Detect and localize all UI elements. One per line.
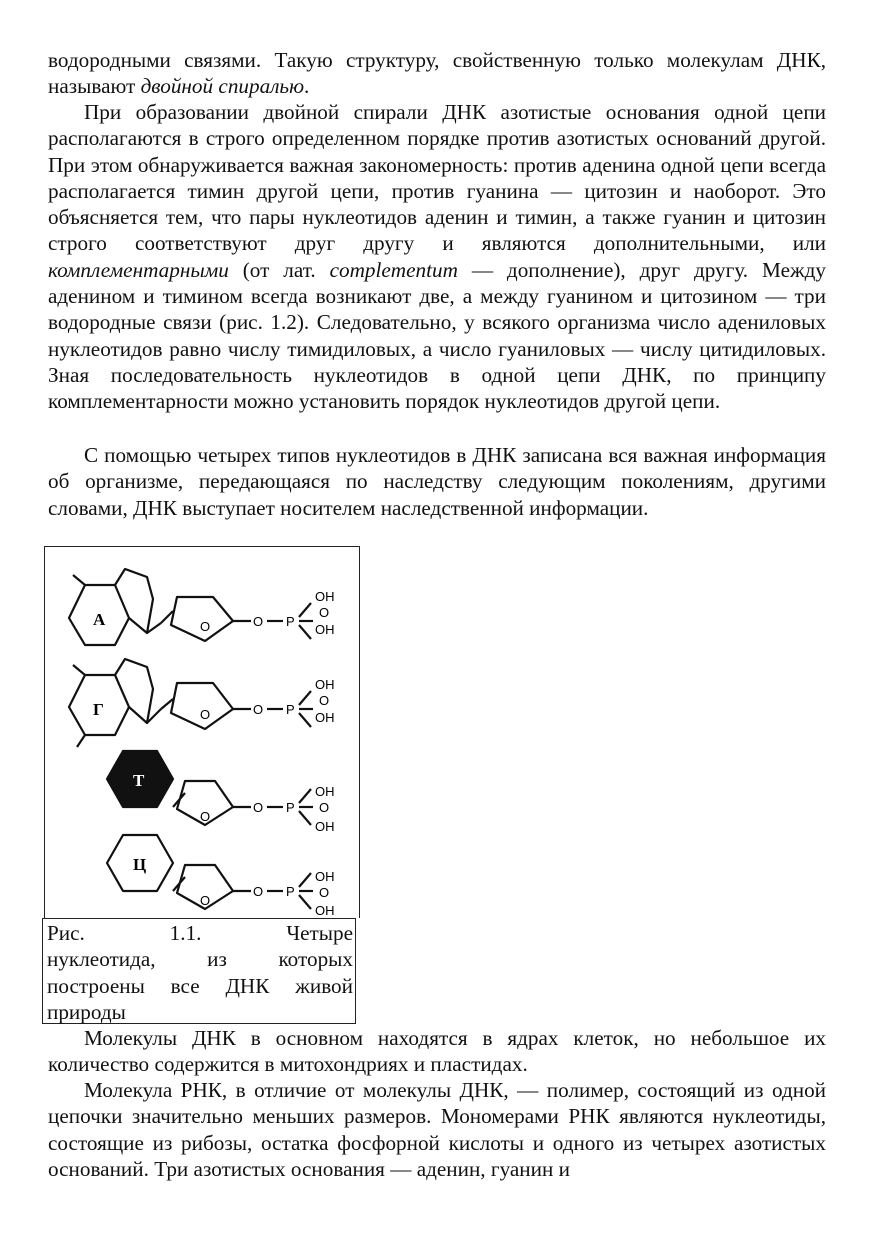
caption-line: природы: [47, 999, 126, 1024]
sugar-oxygen-3: O: [200, 809, 211, 824]
phosphorus-2: P: [286, 702, 295, 717]
figure-nucleotides: [44, 546, 360, 918]
phosphate-group-1: [315, 589, 335, 637]
paragraph-3: С помощью четырех типов нуклеотидов в ДНК записана вся важная информация об организме, передающаяся по наследству следующим поколениям, другими словами, ДНК выступает носителем наследственной информации.: [48, 443, 826, 520]
base-letter-c: Ц: [133, 855, 147, 874]
svg-text:OH: OH: [315, 869, 335, 884]
nucleotide-adenine: [69, 569, 313, 645]
paragraph-5: Молекула РНК, в отличие от молекулы ДНК, — полимер, состоящий из одной цепочки значительно меньших размеров. Мономерами РНК являются нуклеотиды, состоящие из рибозы, остатка фосфорной кислоты и одного из четырех азотистых оснований. Три азотистых основания — аденин, гуанин и: [48, 1078, 826, 1181]
phosphorus-3: P: [286, 800, 295, 815]
paragraph-1: водородными связями. Такую структуру, свойственную только молекулам ДНК, называют двойной спиралью.: [48, 48, 826, 99]
sugar-oxygen-4: O: [200, 893, 211, 908]
svg-text:OH: OH: [315, 784, 335, 799]
svg-text:O: O: [319, 800, 330, 815]
phosphate-group-3: [315, 784, 335, 834]
svg-text:O: O: [319, 885, 330, 900]
linker-oxygen-1: O: [253, 614, 264, 629]
paragraph-2: При образовании двойной спирали ДНК азотистые основания одной цепи располагаются в строго определенном порядке против азотистых оснований другой. При этом обнаруживается важная закономерность: против аденина одной цепи всегда располагается тимин другой цепи, против гуанина — цитозин и наоборот. Это объясняется тем, что пары нуклеотидов аденин и тимин, а также гуанин и цитозин строго соответствуют друг другу и являются дополнительными, или комплементарными (от лат. complementum — дополнение), друг другу. Между аденином и тимином всегда возникают две, а между гуанином и цитозином — три водородные связи (рис. 1.2). Следовательно, у всякого организма число адениловых нуклеотидов равно числу тимидиловых, а число гуаниловых — числу цитидиловых. Зная последовательность нуклеотидов в одной цепи ДНК, по принципу комплементарности можно установить порядок нуклеотидов другой цепи.: [48, 100, 826, 414]
caption-line: построены все ДНК живой: [47, 973, 353, 998]
sugar-oxygen-1: O: [200, 619, 211, 634]
caption-line: Рис. 1.1. Четыре: [47, 921, 353, 945]
svg-text:OH: OH: [315, 819, 335, 834]
paragraph-4: Молекулы ДНК в основном находятся в ядрах клеток, но небольшое их количество содержится в митохондриях и пластидах.: [48, 1026, 826, 1077]
base-letter-g: Г: [93, 700, 104, 719]
svg-text:O: O: [319, 605, 330, 620]
term-latin: complementum: [329, 257, 458, 282]
svg-text:OH: OH: [315, 589, 335, 604]
svg-text:OH: OH: [315, 903, 335, 918]
linker-oxygen-2: O: [253, 702, 264, 717]
svg-text:O: O: [319, 693, 330, 708]
linker-oxygen-4: O: [253, 884, 264, 899]
term-complementary: комплементарными: [48, 257, 229, 282]
phosphate-group-2: [315, 677, 335, 725]
nucleotide-guanine: [69, 659, 313, 747]
caption-line: нуклеотида, из которых: [47, 947, 353, 972]
svg-text:OH: OH: [315, 677, 335, 692]
svg-text:OH: OH: [315, 622, 335, 637]
phosphorus-4: P: [286, 884, 295, 899]
linker-oxygen-3: O: [253, 800, 264, 815]
phosphorus-1: P: [286, 614, 295, 629]
sugar-oxygen-2: O: [200, 707, 211, 722]
svg-text:OH: OH: [315, 710, 335, 725]
term-double-helix: двойной спиралью: [140, 74, 305, 99]
nucleotides-diagram: [45, 547, 361, 919]
phosphate-group-4: [315, 869, 335, 918]
base-letter-a: А: [93, 610, 106, 629]
base-letter-t: Т: [133, 771, 145, 790]
figure-caption: [42, 918, 356, 1024]
